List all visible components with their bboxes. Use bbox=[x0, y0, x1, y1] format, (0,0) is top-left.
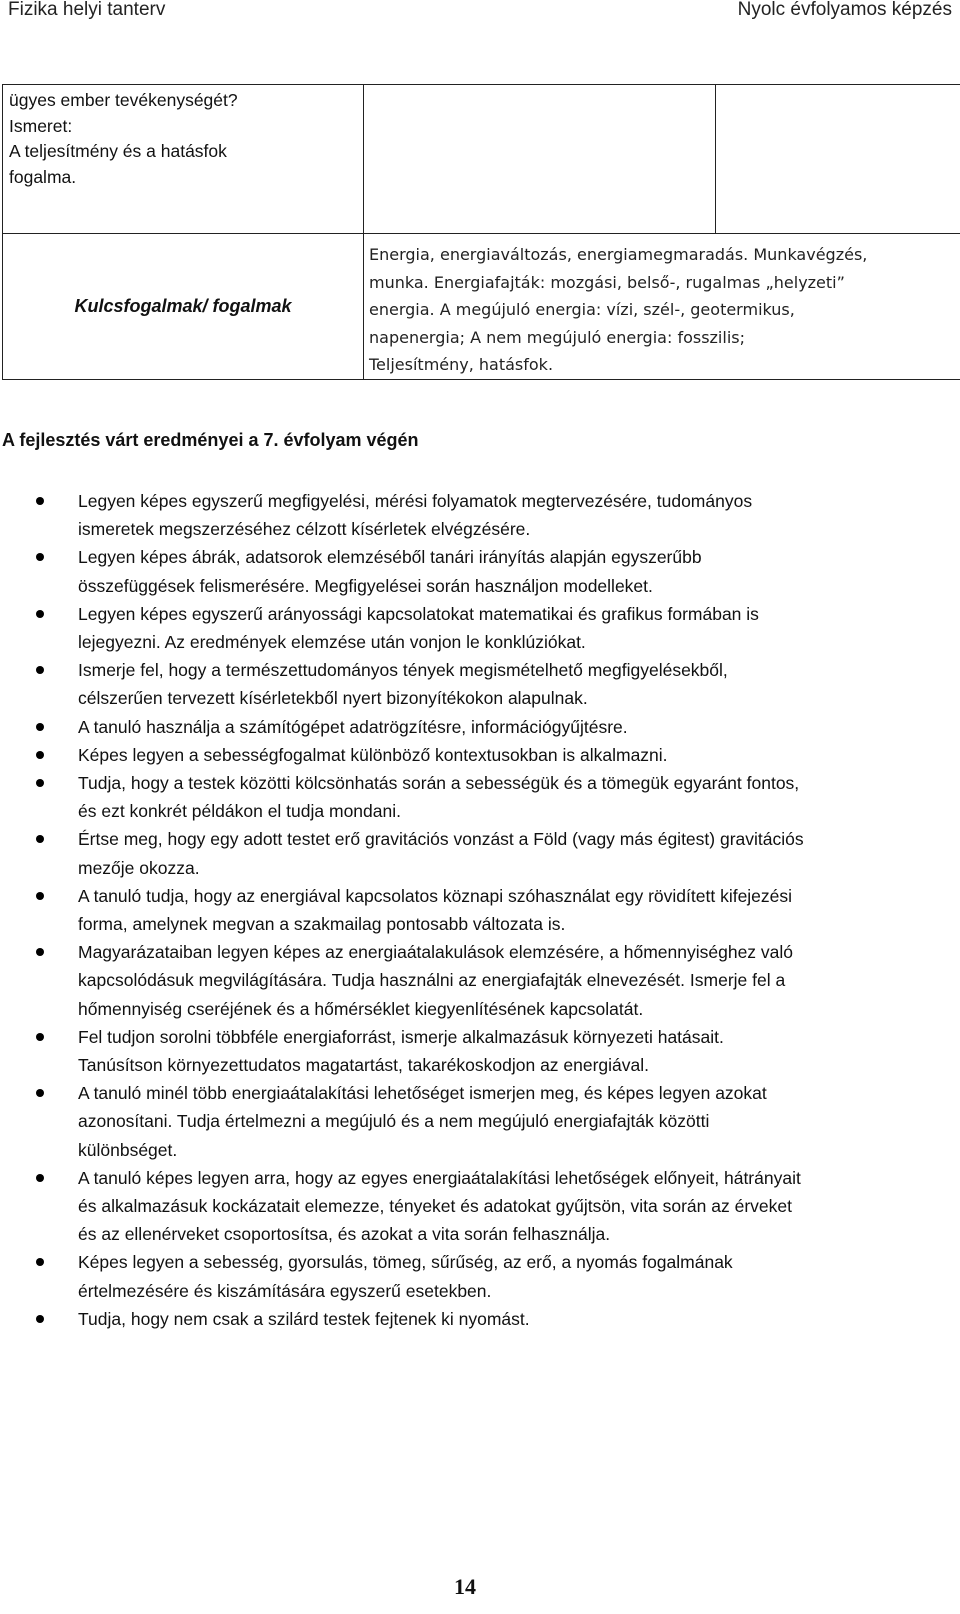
section-heading: A fejlesztés várt eredményei a 7. évfolyam végén bbox=[2, 430, 419, 450]
list-item-line: A tanuló tudja, hogy az energiával kapcsolatos köznapi szóhasználat egy rövidített kifejezési bbox=[78, 885, 793, 906]
list-item-line: mezője okozza. bbox=[78, 857, 200, 878]
list-item-line: Képes legyen a sebességfogalmat különböző kontextusokban is alkalmazni. bbox=[78, 744, 668, 765]
list-item bbox=[0, 1079, 955, 1164]
list-item-line: Legyen képes egyszerű arányossági kapcsolatokat matematikai és grafikus formában is bbox=[78, 603, 759, 624]
list-item-line: és az ellenérveket csoportosítsa, és azokat a vita során felhasználja. bbox=[78, 1224, 611, 1245]
list-item-line: Tanúsítson környezettudatos magatartást, takarékoskodjon az energiával. bbox=[78, 1055, 650, 1076]
list-item-line: Képes legyen a sebesség, gyorsulás, tömeg, sűrűség, az erő, a nyomás fogalmának bbox=[78, 1252, 733, 1273]
list-item bbox=[0, 1248, 955, 1304]
list-item-line: A tanuló minél több energiaátalakítási lehetőséget ismerjen meg, és képes legyen azokat bbox=[78, 1083, 767, 1104]
bullet-icon bbox=[36, 1315, 44, 1323]
list-item-line: kapcsolódásuk megvilágítására. Tudja használni az energiafajták elnevezését. Ismerje fel a bbox=[78, 970, 786, 991]
expected-results-list bbox=[0, 487, 955, 1333]
bullet-icon bbox=[36, 723, 44, 731]
list-item-line: Legyen képes egyszerű megfigyelési, mérési folyamatok megtervezésére, tudományos bbox=[78, 491, 753, 511]
list-item bbox=[0, 543, 955, 599]
header-subtitle: Nyolc évfolyamos képzés bbox=[737, 0, 952, 20]
list-item bbox=[0, 741, 955, 769]
bullet-icon bbox=[36, 497, 44, 505]
table-cell-empty bbox=[364, 85, 716, 234]
bullet-icon bbox=[36, 892, 44, 900]
bullet-icon bbox=[36, 835, 44, 843]
list-item-line: Fel tudjon sorolni többféle energiaforrást, ismerje alkalmazásuk környezeti hatásait. bbox=[78, 1026, 724, 1047]
list-item-line: Magyarázataiban legyen képes az energiaátalakulások elemzésére, a hőmennyiséghez való bbox=[78, 942, 794, 963]
list-item-line: Legyen képes ábrák, adatsorok elemzéséből tanári irányítás alapján egyszerűbb bbox=[78, 547, 702, 568]
list-item-line: értelmezésére és kiszámítására egyszerű esetekben. bbox=[78, 1280, 492, 1301]
key-concepts-label: Kulcsfogalmak/ fogalmak bbox=[3, 234, 364, 380]
list-item bbox=[0, 713, 955, 741]
cell-line: munka. Energiafajták: mozgási, belső-, rugalmas „helyzeti” bbox=[369, 272, 845, 292]
list-item-line: A tanuló képes legyen arra, hogy az egyes energiaátalakítási lehetőségek előnyeit, hátrányait bbox=[78, 1167, 801, 1188]
bullet-icon bbox=[36, 1258, 44, 1266]
list-item-line: Ismerje fel, hogy a természettudományos tények megismételhető megfigyelésekből, bbox=[78, 660, 728, 681]
list-item-line: lejegyezni. Az eredmények elemzése után vonjon le konklúziókat. bbox=[78, 632, 586, 653]
bullet-icon bbox=[36, 1089, 44, 1097]
list-item-line: Értse meg, hogy egy adott testet erő gravitációs vonzást a Föld (vagy más égitest) gravitációs bbox=[78, 829, 804, 850]
curriculum-table bbox=[2, 84, 960, 380]
bullet-icon bbox=[36, 610, 44, 618]
table-row bbox=[3, 234, 960, 380]
list-item-line: Tudja, hogy a testek közötti kölcsönhatás során a sebességük és a tömegük egyaránt fontos, bbox=[78, 773, 800, 794]
cell-line: napenergia; A nem megújuló energia: fosszilis; bbox=[369, 327, 745, 347]
list-item-line: forma, amelynek megvan a szakmailag pontosabb változata is. bbox=[78, 914, 566, 935]
list-item-line: ismeretek megszerzéséhez célzott kísérletek elvégzésére. bbox=[78, 519, 531, 540]
key-concepts-text bbox=[364, 234, 960, 380]
bullet-icon bbox=[36, 666, 44, 674]
list-item bbox=[0, 882, 955, 938]
cell-line: ügyes ember tevékenységét? bbox=[9, 90, 238, 110]
list-item bbox=[0, 487, 955, 543]
cell-line: Teljesítmény, hatásfok. bbox=[369, 355, 554, 374]
bullet-icon bbox=[36, 948, 44, 956]
list-item-line: A tanuló használja a számítógépet adatrögzítésre, információgyűjtésre. bbox=[78, 716, 628, 737]
list-item bbox=[0, 769, 955, 825]
list-item bbox=[0, 600, 955, 656]
list-item bbox=[0, 938, 955, 1023]
list-item bbox=[0, 1305, 955, 1333]
list-item-line: Tudja, hogy nem csak a szilárd testek fejtenek ki nyomást. bbox=[78, 1308, 530, 1329]
cell-line: fogalma. bbox=[9, 166, 77, 187]
bullet-icon bbox=[36, 1174, 44, 1182]
list-item-line: összefüggések felismerésére. Megfigyelései során használjon modelleket. bbox=[78, 575, 653, 596]
bullet-icon bbox=[36, 779, 44, 787]
list-item bbox=[0, 825, 955, 881]
list-item bbox=[0, 656, 955, 712]
cell-line: Ismeret: bbox=[9, 115, 73, 136]
list-item-line: különbséget. bbox=[78, 1139, 178, 1160]
cell-line: A teljesítmény és a hatásfok bbox=[9, 141, 227, 161]
list-item-line: és alkalmazásuk kockázatait elemezze, tényeket és adatokat gyűjtsön, vita során az érveket bbox=[78, 1196, 792, 1217]
header-title: Fizika helyi tanterv bbox=[8, 0, 166, 20]
list-item-line: és ezt konkrét példákon el tudja mondani. bbox=[78, 801, 401, 822]
list-item bbox=[0, 1164, 955, 1249]
page-number: 14 bbox=[454, 1574, 476, 1599]
cell-line: Energia, energiaváltozás, energiamegmaradás. Munkavégzés, bbox=[369, 245, 868, 264]
list-item-line: hőmennyiség cseréjének és a hőmérséklet kiegyenlítésének kapcsolatát. bbox=[78, 998, 644, 1019]
cell-line: energia. A megújuló energia: vízi, szél-, geotermikus, bbox=[369, 300, 795, 319]
table-cell-empty bbox=[716, 85, 960, 234]
bullet-icon bbox=[36, 751, 44, 759]
list-item bbox=[0, 1023, 955, 1079]
bullet-icon bbox=[36, 553, 44, 561]
list-item-line: azonosítani. Tudja értelmezni a megújuló és a nem megújuló energiafajták közötti bbox=[78, 1111, 710, 1132]
table-cell-question bbox=[3, 85, 364, 234]
list-item-line: célszerűen tervezett kísérletekből nyert bizonyítékokon alapulnak. bbox=[78, 688, 588, 709]
table-row bbox=[3, 85, 960, 234]
bullet-icon bbox=[36, 1033, 44, 1041]
